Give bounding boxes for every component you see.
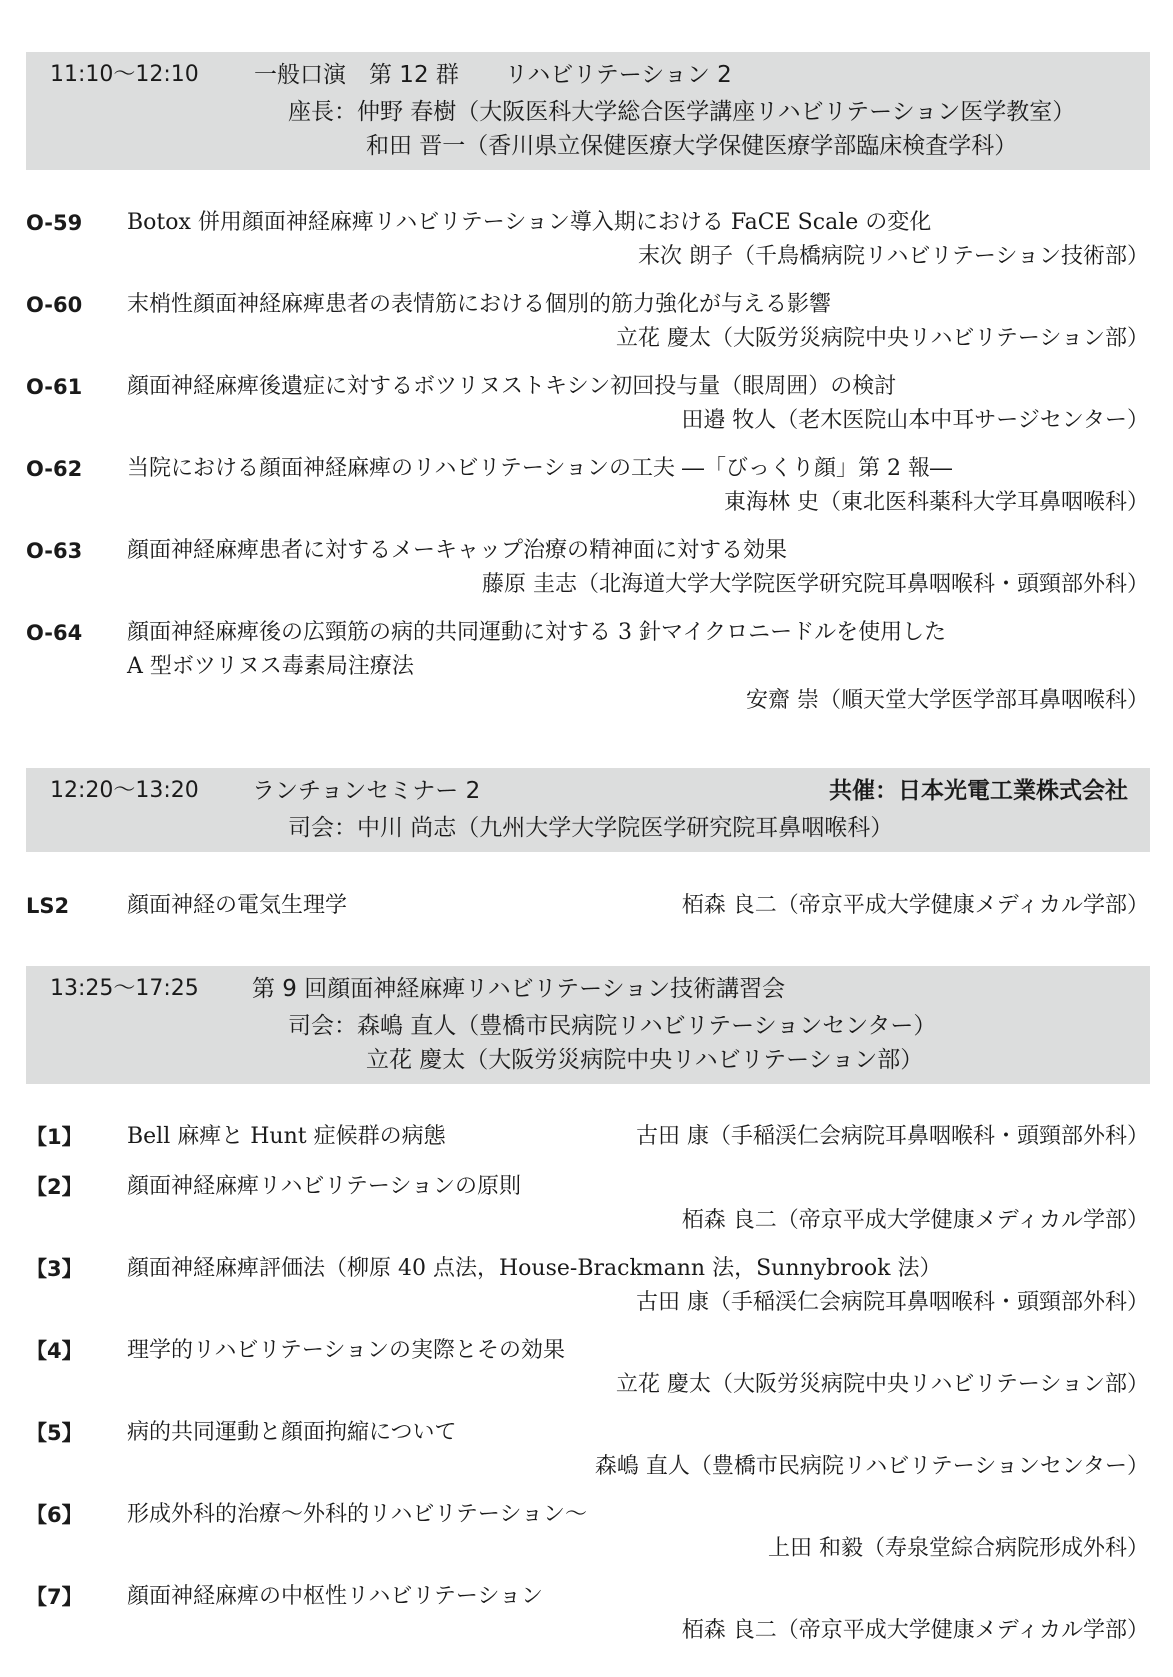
lecturer: 古田 康（手稲渓仁会病院耳鼻咽喉科・頭頸部外科）: [636, 1124, 1149, 1149]
lecture-number: 【2】: [26, 1175, 83, 1199]
presenter: 田邉 牧人（老木医院山本中耳サージセンター）: [681, 408, 1149, 433]
presenter: 末次 朗子（千鳥橋病院リハビリテーション技術部）: [637, 244, 1149, 269]
presentation-title: 顔面神経麻痺後遺症に対するボツリヌストキシン初回投与量（眼周囲）の検討: [127, 374, 897, 399]
lecture-number: 【6】: [26, 1503, 83, 1527]
presentation-title-continued: A 型ボツリヌス毒素局注療法: [127, 654, 414, 679]
lecturer: 森嶋 直人（豊橋市民病院リハビリテーションセンター）: [594, 1454, 1149, 1479]
session-chair: 座長：仲野 春樹（大阪医科大学総合医学講座リハビリテーション医学教室）: [288, 99, 1076, 125]
session-sponsor: 共催：日本光電工業株式会社: [829, 778, 1128, 804]
session-title: 一般口演 第 12 群 リハビリテーション 2: [254, 62, 732, 88]
session-header-luncheon-seminar: [26, 768, 1150, 852]
session-chair: 和田 晋一（香川県立保健医療大学保健医療学部臨床検査学科）: [366, 133, 1018, 159]
lecture-title: 顔面神経麻痺の中枢性リハビリテーション: [127, 1584, 544, 1609]
lecture-title: 理学的リハビリテーションの実際とその効果: [127, 1338, 566, 1363]
presentation-code: O-63: [26, 539, 83, 563]
lecturer: 栢森 良二（帝京平成大学健康メディカル学部）: [681, 1618, 1149, 1643]
lecture-title: 顔面神経麻痺評価法（柳原 40 点法，House-Brackmann 法，Sunnybrook 法）: [127, 1256, 942, 1281]
presentation-code: LS2: [26, 894, 70, 918]
lecture-number: 【1】: [26, 1125, 83, 1149]
presentation-code: O-62: [26, 457, 83, 481]
presenter: 東海林 史（東北医科薬科大学耳鼻咽喉科）: [724, 490, 1149, 515]
presentation-code: O-64: [26, 621, 83, 645]
lecture-title: 顔面神経麻痺リハビリテーションの原則: [127, 1174, 522, 1199]
lecture-number: 【4】: [26, 1339, 83, 1363]
lecturer: 立花 慶太（大阪労災病院中央リハビリテーション部）: [615, 1372, 1149, 1397]
session-chair: 司会：森嶋 直人（豊橋市民病院リハビリテーションセンター）: [288, 1013, 937, 1039]
presentation-code: O-60: [26, 293, 83, 317]
presentation-title: 末梢性顔面神経麻痺患者の表情筋における個別的筋力強化が与える影響: [127, 292, 832, 317]
presenter: 藤原 圭志（北海道大学大学院医学研究院耳鼻咽喉科・頭頸部外科）: [482, 572, 1149, 597]
presentation-code: O-61: [26, 375, 83, 399]
lecture-number: 【5】: [26, 1421, 83, 1445]
session-time: 12:20〜13:20: [50, 778, 199, 803]
presenter: 安齋 崇（順天堂大学医学部耳鼻咽喉科）: [746, 688, 1149, 713]
session-time: 11:10〜12:10: [50, 62, 199, 87]
presenter: 立花 慶太（大阪労災病院中央リハビリテーション部）: [615, 326, 1149, 351]
session-header-technical-course: [26, 966, 1150, 1084]
presentation-title: 顔面神経麻痺患者に対するメーキャップ治療の精神面に対する効果: [127, 538, 788, 563]
presenter: 栢森 良二（帝京平成大学健康メディカル学部）: [681, 893, 1149, 918]
presentation-title: 顔面神経の電気生理学: [127, 893, 348, 918]
presentation-title: 当院における顔面神経麻痺のリハビリテーションの工夫 ―「びっくり顔」第 2 報―: [127, 456, 952, 481]
presentation-title: Botox 併用顔面神経麻痺リハビリテーション導入期における FaCE Scale の変化: [127, 210, 932, 235]
presentation-title: 顔面神経麻痺後の広頸筋の病的共同運動に対する 3 針マイクロニードルを使用した: [127, 620, 947, 645]
session-title: ランチョンセミナー 2: [252, 778, 481, 804]
lecture-number: 【3】: [26, 1257, 83, 1281]
lecturer: 上田 和毅（寿泉堂綜合病院形成外科）: [768, 1536, 1149, 1561]
lecture-title: Bell 麻痺と Hunt 症候群の病態: [127, 1124, 446, 1149]
lecturer: 栢森 良二（帝京平成大学健康メディカル学部）: [681, 1208, 1149, 1233]
session-time: 13:25〜17:25: [50, 976, 199, 1001]
lecture-title: 病的共同運動と顔面拘縮について: [127, 1420, 457, 1445]
session-title: 第 9 回顔面神経麻痺リハビリテーション技術講習会: [252, 976, 786, 1002]
session-chair: 立花 慶太（大阪労災病院中央リハビリテーション部）: [366, 1047, 924, 1073]
lecture-number: 【7】: [26, 1585, 83, 1609]
lecturer: 古田 康（手稲渓仁会病院耳鼻咽喉科・頭頸部外科）: [636, 1290, 1149, 1315]
presentation-code: O-59: [26, 211, 83, 235]
session-chair: 司会：中川 尚志（九州大学大学院医学研究院耳鼻咽喉科）: [288, 815, 894, 841]
session-header-oral-12: [26, 52, 1150, 170]
lecture-title: 形成外科的治療〜外科的リハビリテーション〜: [127, 1502, 588, 1527]
